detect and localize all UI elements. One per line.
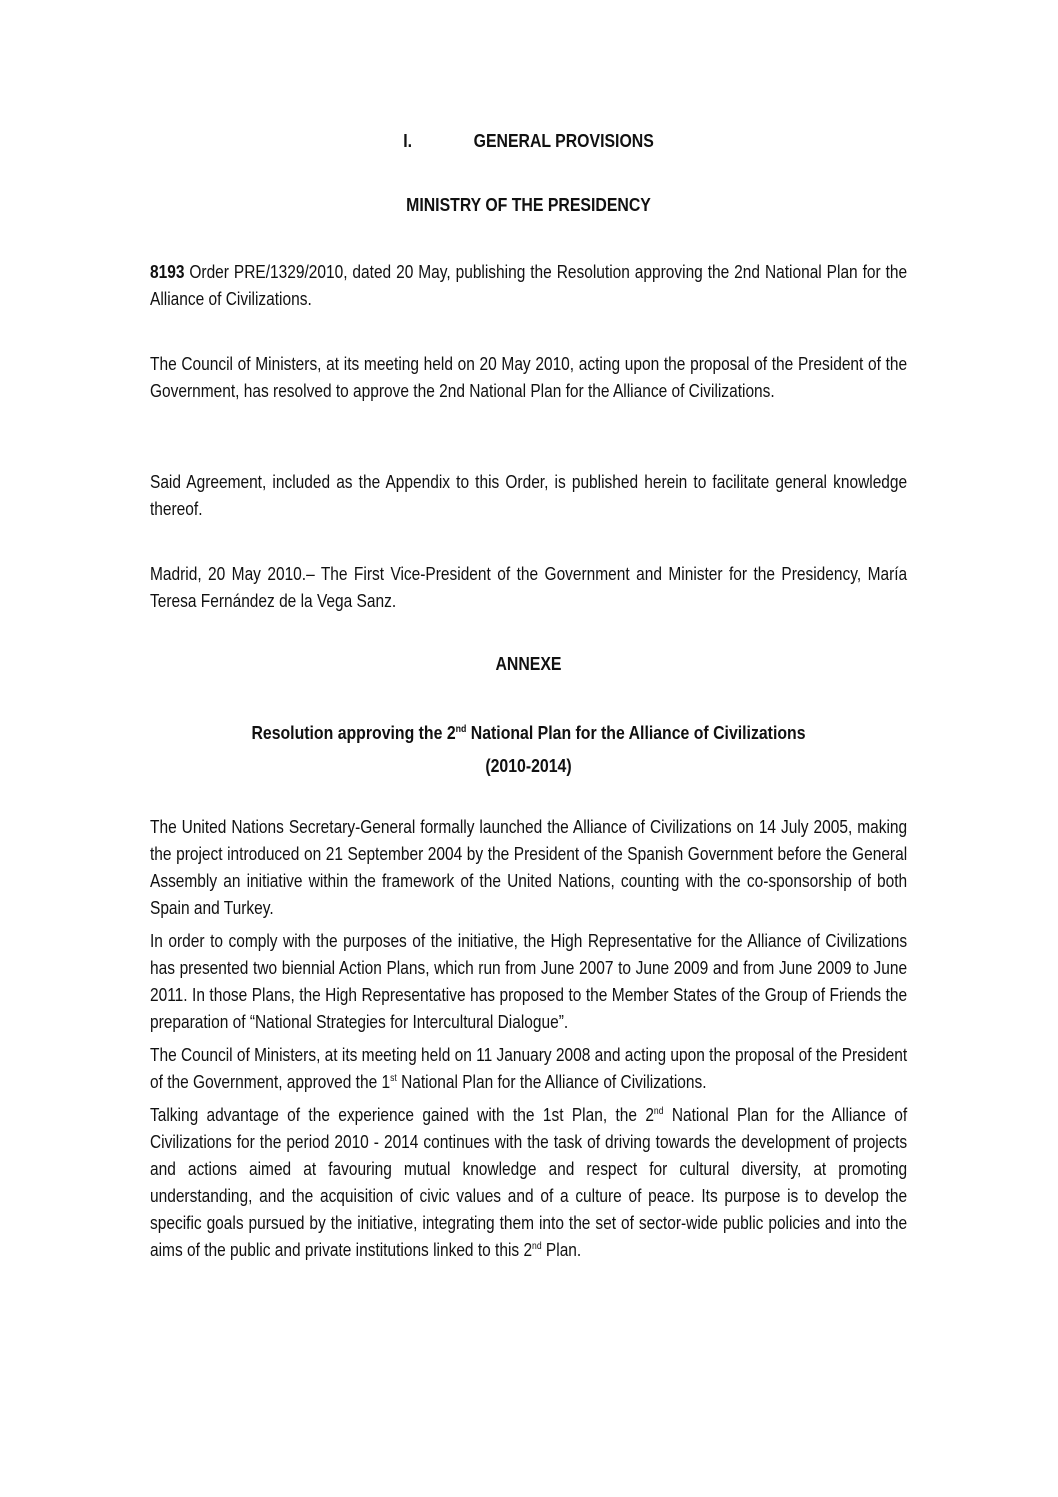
ministry-heading <box>150 195 907 216</box>
order-number: 8193 <box>150 262 185 282</box>
section-number: I. <box>403 131 413 151</box>
section-heading <box>150 131 907 152</box>
section-title: GENERAL PROVISIONS <box>473 131 654 151</box>
council-text: The Council of Ministers, at its meeting held on 20 May 2010, acting upon the proposal of the President of the Government, has resolved to approve the 2nd National Plan for the Alliance of Civilizations. <box>150 354 908 401</box>
p4-text-middle: National Plan for the Alliance of Civilizations for the period 2010 - 2014 continues with the task of driving towards the development of projects and actions aimed at favouring mutual knowledge and respect for cultural diversity, at promoting understanding, and the acquisition of civic values and of a culture of peace. Its purpose is to develop the specific goals pursued by the initiative, integrating them into the set of sector-wide public policies and into the aims of the public and private institutions linked to this 2 <box>150 1105 908 1260</box>
resolution-title-start: Resolution approving the 2 <box>251 723 456 743</box>
p3-text-start: The Council of Ministers, at its meeting held on 11 January 2008 and acting upon the proposal of the President of the Government, approved the 1 <box>150 1045 908 1092</box>
annex-paragraph-4 <box>150 1102 907 1264</box>
p4-text-end: Plan. <box>541 1240 582 1260</box>
ordinal-suffix: nd <box>455 724 467 735</box>
annex-body <box>150 814 907 1270</box>
resolution-title <box>251 723 805 743</box>
ministry-title: MINISTRY OF THE PRESIDENCY <box>406 195 651 215</box>
p4-text-start: Talking advantage of the experience gained with the 1st Plan, the 2 <box>150 1105 654 1125</box>
annex-paragraph-1: The United Nations Secretary-General formally launched the Alliance of Civilizations on 14 July 2005, making the project introduced on 21 September 2004 by the President of the Spanish Government before the General Assembly an initiative within the framework of the United Nations, counting with the co-sponsorship of both Spain and Turkey. <box>150 817 908 918</box>
signature-text: Madrid, 20 May 2010.– The First Vice-President of the Government and Minister for the Presidency, María Teresa Fernández de la Vega Sanz. <box>150 564 908 611</box>
resolution-heading <box>150 717 907 783</box>
council-paragraph <box>150 351 907 405</box>
order-paragraph <box>150 259 907 313</box>
signature-paragraph <box>150 561 907 615</box>
ordinal-suffix: nd <box>532 1241 542 1252</box>
agreement-paragraph <box>150 469 907 523</box>
ordinal-suffix: nd <box>653 1106 664 1117</box>
resolution-period: (2010-2014) <box>485 756 572 776</box>
resolution-title-end: National Plan for the Alliance of Civilizations <box>466 723 806 743</box>
p3-text-end: National Plan for the Alliance of Civilizations. <box>396 1072 707 1092</box>
order-text: Order PRE/1329/2010, dated 20 May, publishing the Resolution approving the 2nd National Plan for the Alliance of Civilizations. <box>150 262 908 309</box>
annex-title: ANNEXE <box>495 654 562 674</box>
annex-heading <box>150 654 907 675</box>
agreement-text: Said Agreement, included as the Appendix to this Order, is published herein to facilitate general knowledge thereof. <box>150 472 908 519</box>
annex-paragraph-3 <box>150 1042 907 1096</box>
ordinal-suffix: st <box>390 1073 397 1084</box>
annex-paragraph-2: In order to comply with the purposes of the initiative, the High Representative for the Alliance of Civilizations has presented two biennial Action Plans, which run from June 2007 to June 2009 and from June 2009 to June 2011. In those Plans, the High Representative has proposed to the Member States of the Group of Friends the preparation of “National Strategies for Intercultural Dialogue”. <box>150 931 908 1032</box>
